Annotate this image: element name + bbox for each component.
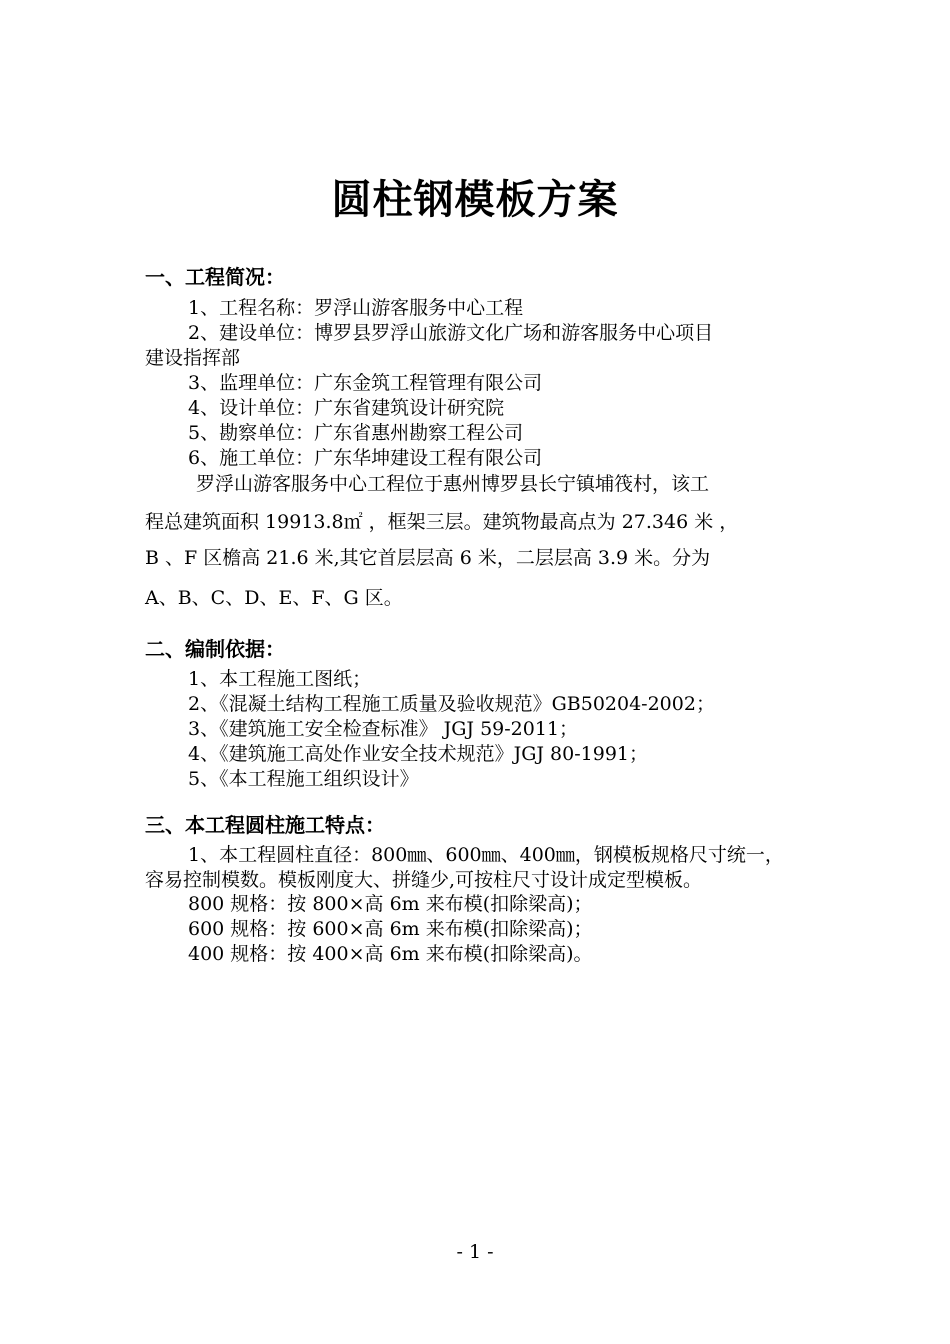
- features-line: 容易控制模数。模板刚度大、拼缝少,可按柱尺寸设计成定型模板。: [145, 869, 703, 891]
- features-line: 1、本工程圆柱直径：800㎜、600㎜、400㎜，钢模板规格尺寸统一，: [188, 844, 784, 866]
- basis-item: 2、《混凝土结构工程施工质量及验收规范》GB50204-2002；: [188, 693, 715, 715]
- survey-unit-line: 5、勘察单位：广东省惠州勘察工程公司: [188, 422, 524, 444]
- section-heading-basis: 二、编制依据：: [145, 637, 285, 661]
- design-unit-line: 4、设计单位：广东省建筑设计研究院: [188, 397, 505, 419]
- section-heading-features: 三、本工程圆柱施工特点：: [145, 813, 385, 837]
- spec-line-600: 600 规格：按 600×高 6m 来布模(扣除梁高)；: [188, 918, 593, 940]
- basis-item: 5、《本工程施工组织设计》: [188, 768, 419, 790]
- client-unit-line-cont: 建设指挥部: [145, 347, 241, 369]
- basis-item: 3、《建筑施工安全检查标准》 JGJ 59-2011；: [188, 718, 579, 740]
- supervision-unit-line: 3、监理单位：广东金筑工程管理有限公司: [188, 372, 543, 394]
- overview-paragraph-line: B 、F 区檐高 21.6 米,其它首层层高 6 米，二层层高 3.9 米。分为: [145, 547, 711, 569]
- spec-line-800: 800 规格：按 800×高 6m 来布模(扣除梁高)；: [188, 893, 593, 915]
- construction-unit-line: 6、施工单位：广东华坤建设工程有限公司: [188, 447, 543, 469]
- overview-paragraph-line: 罗浮山游客服务中心工程位于惠州博罗县长宁镇埔筏村，该工: [196, 473, 710, 495]
- page-number: - 1 -: [456, 1241, 494, 1263]
- basis-item: 1、本工程施工图纸；: [188, 668, 372, 690]
- project-name-line: 1、工程名称：罗浮山游客服务中心工程: [188, 297, 524, 319]
- section-heading-overview: 一、工程简况：: [145, 265, 285, 289]
- spec-line-400: 400 规格：按 400×高 6m 来布模(扣除梁高)。: [188, 943, 593, 965]
- overview-paragraph-line: A、B、C、D、E、F、G 区。: [145, 587, 403, 609]
- basis-item: 4、《建筑施工高处作业安全技术规范》JGJ 80-1991；: [188, 743, 648, 765]
- document-title: 圆柱钢模板方案: [331, 177, 619, 223]
- client-unit-line: 2、建设单位：博罗县罗浮山旅游文化广场和游客服务中心项目: [188, 322, 714, 344]
- overview-paragraph-line: 程总建筑面积 19913.8㎡ ，框架三层。建筑物最高点为 27.346 米 ，: [145, 511, 739, 533]
